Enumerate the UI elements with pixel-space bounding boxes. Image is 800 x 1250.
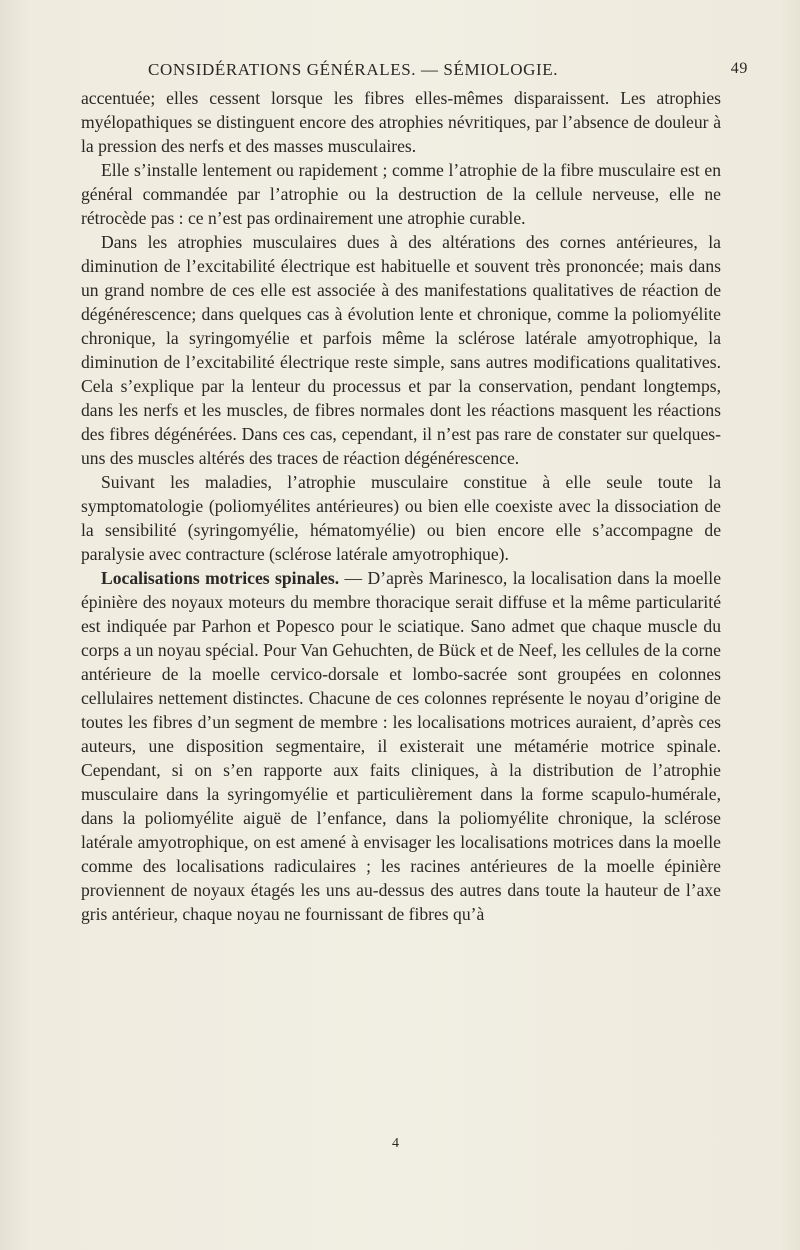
paragraph-5 bbox=[81, 566, 721, 926]
paragraph-1: accentuée; elles cessent lorsque les fibres elles-mêmes disparaissent. Les atrophies myélopathiques se distinguent encore des atrophies névritiques, par l’absence de douleur à la pression des nerfs et des masses musculaires. bbox=[81, 88, 721, 156]
paragraph-2: Elle s’installe lentement ou rapidement ; comme l’atrophie de la fibre musculaire est en général commandée par l’atrophie ou la destruction de la cellule nerveuse, elle ne rétrocède pas : ce n’est pas ordinairement une atrophie curable. bbox=[81, 160, 721, 228]
running-header bbox=[148, 60, 748, 80]
body-text bbox=[81, 86, 721, 926]
paragraph-5-text: — D’après Marinesco, la localisation dans la moelle épinière des noyaux moteurs du membre thoracique serait diffuse et la même particularité est indiquée par Parhon et Popesco pour le sciatique. Sano admet que chaque muscle du corps a un noyau spécial. Pour Van Gehuchten, de Bück et de Neef, les cellules de la corne antérieure de la moelle cervico-dorsale et lombo-sacrée sont groupées en colonnes cellulaires nettement distinctes. Chacune de ces colonnes représente le noyau d’origine de toutes les fibres d’un segment de membre : les localisations motrices auraient, d’après ces auteurs, une disposition segmentaire, il existerait une métamérie motrice spinale. Cependant, si on s’en rapporte aux faits cliniques, à la distribution de l’atrophie musculaire dans la syringomyélie et particulièrement dans la forme scapulo-humérale, dans la poliomyélite aiguë de l’enfance, dans la poliomyélite chronique, la sclérose latérale amyotrophique, on est amené à envisager les localisations motrices dans la moelle comme des localisations radiculaires ; les racines antérieures de la moelle épinière proviennent de noyaux étagés les uns au-dessus des autres dans toute la hauteur de l’axe gris antérieur, chaque noyau ne fournissant de fibres qu’à bbox=[81, 568, 722, 924]
signature-mark: 4 bbox=[392, 1136, 399, 1151]
paragraph-4: Suivant les maladies, l’atrophie musculaire constitue à elle seule toute la symptomatologie (poliomyélites antérieures) ou bien elle coexiste avec la dissociation de la sensibilité (syringomyélie, hématomyélie) ou bien encore elle s’accompagne de paralysie avec contracture (sclérose latérale amyotrophique). bbox=[81, 472, 721, 564]
chapter-title: CONSIDÉRATIONS GÉNÉRALES. — SÉMIOLOGIE. bbox=[148, 60, 559, 79]
page-number: 49 bbox=[730, 60, 748, 77]
section-heading: Localisations motrices spinales. bbox=[101, 568, 340, 588]
paragraph-3: Dans les atrophies musculaires dues à des altérations des cornes antérieures, la diminution de l’excitabilité électrique est habituelle et souvent très prononcée; mais dans un grand nombre de ces elle est associée à des manifestations qualitatives de réaction de dégénérescence; dans quelques cas à évolution lente et chronique, comme la poliomyélite chronique, la syringomyélie et parfois même la sclérose latérale amyotrophique, la diminution de l’excitabilité électrique reste simple, sans autres modifications qualitatives. Cela s’explique par la lenteur du processus et par la conservation, pendant longtemps, dans les nerfs et les muscles, de fibres normales dont les réactions masquent les réactions des fibres dégénérées. Dans ces cas, cependant, il n’est pas rare de constater sur quelques-uns des muscles altérés des traces de réaction dégénérescence. bbox=[81, 232, 721, 468]
